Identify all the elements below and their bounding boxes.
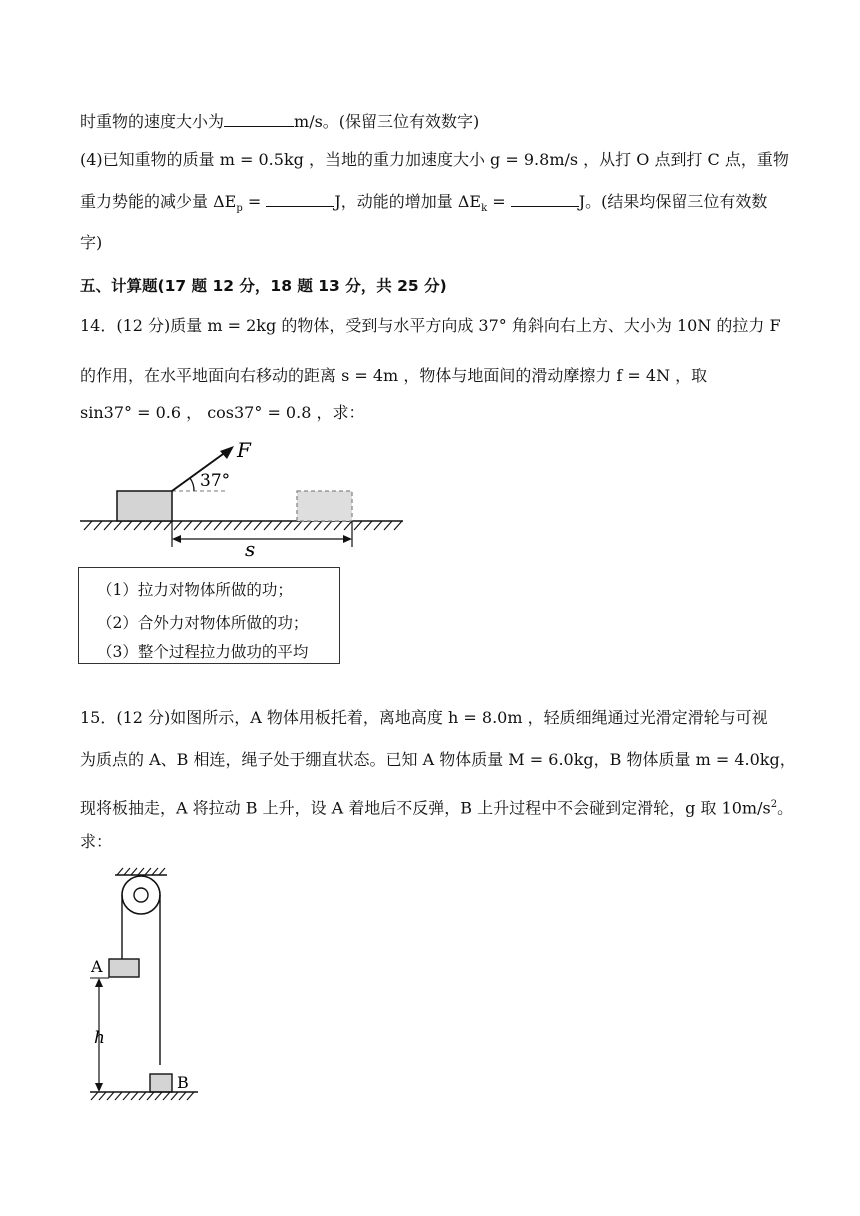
text-line-part4: (4)已知重物的质量 m = 0.5kg ，当地的重力加速度大小 g = 9.8m/s ，从打 O 点到打 C 点，重物 [80, 150, 789, 169]
block-initial [117, 491, 172, 521]
q15-line-1: 15．(12 分)如图所示，A 物体用板托着，离地高度 h = 8.0m ，轻质细绳通过光滑定滑轮与可视 [80, 708, 768, 727]
subscript: p [236, 203, 243, 215]
force-arrowhead [220, 446, 234, 459]
distance-arrow-right [343, 535, 352, 543]
label-a: A [91, 957, 103, 976]
text-segment: 时重物的速度大小为 [80, 112, 225, 131]
subscript: k [481, 203, 488, 215]
text-segment: 。 [777, 798, 794, 818]
text-line-continuation: 字) [80, 233, 103, 252]
subquestion-1: （1）拉力对物体所做的功； [97, 581, 293, 599]
distance-arrow-left [172, 535, 181, 543]
block-final [297, 491, 352, 521]
text-line-velocity [80, 112, 479, 132]
text-segment: 现将板抽走，A 将拉动 B 上升，设 A 着地后不反弹，B 上升过程中不会碰到定滑轮，g 取 10m/s [80, 798, 771, 818]
distance-label: s [245, 537, 256, 560]
answer-blank[interactable] [224, 112, 294, 127]
q15-line-3 [80, 795, 793, 818]
answer-blank[interactable] [511, 192, 579, 207]
label-b: B [177, 1073, 189, 1092]
text-segment: J，动能的增加量 ΔE [334, 192, 482, 211]
q14-line-2: 的作用，在水平地面向右移动的距离 s = 4m ，物体与地面间的滑动摩擦力 f = 4N ，取 [80, 366, 708, 385]
figure-15 [85, 865, 215, 1105]
section-heading: 五、计算题(17 题 12 分，18 题 13 分，共 25 分) [80, 277, 447, 295]
angle-label: 37° [200, 471, 231, 491]
subquestion-2: （2）合外力对物体所做的功； [97, 614, 309, 632]
q14-line-3: sin37° = 0.6 ， cos37° = 0.8 ，求： [80, 403, 365, 422]
text-segment: = [487, 192, 511, 211]
superscript: 2 [770, 799, 778, 810]
ground-hatch [84, 521, 402, 530]
text-segment: J。(结果均保留三位有效数 [578, 192, 768, 211]
height-arrow-top [95, 978, 103, 987]
subquestion-3: （3）整个过程拉力做功的平均 [97, 643, 309, 661]
height-arrow-bottom [95, 1083, 103, 1092]
ceiling-hatch [117, 868, 165, 875]
force-label: F [237, 438, 251, 462]
q15-line-4: 求： [80, 832, 113, 851]
text-segment: m/s。(保留三位有效数字) [294, 112, 480, 131]
subquestion-box [78, 567, 340, 664]
block-a [109, 959, 139, 977]
q15-line-2: 为质点的 A、B 相连，绳子处于绷直状态。已知 A 物体质量 M = 6.0kg，B 物体质量 m = 4.0kg， [80, 750, 796, 769]
block-b [150, 1074, 172, 1092]
pulley-axle [134, 888, 148, 902]
answer-blank[interactable] [266, 192, 334, 207]
ground-hatch [91, 1092, 194, 1100]
q14-line-1: 14．(12 分)质量 m = 2kg 的物体，受到与水平方向成 37° 角斜向右上方、大小为 10N 的拉力 F [80, 316, 781, 335]
text-segment: 重力势能的减少量 ΔE [80, 192, 237, 211]
figure-14 [70, 435, 420, 560]
height-label: h [94, 1028, 105, 1048]
text-segment: = [242, 192, 267, 211]
text-line-energy [80, 192, 767, 219]
angle-arc [190, 478, 194, 491]
